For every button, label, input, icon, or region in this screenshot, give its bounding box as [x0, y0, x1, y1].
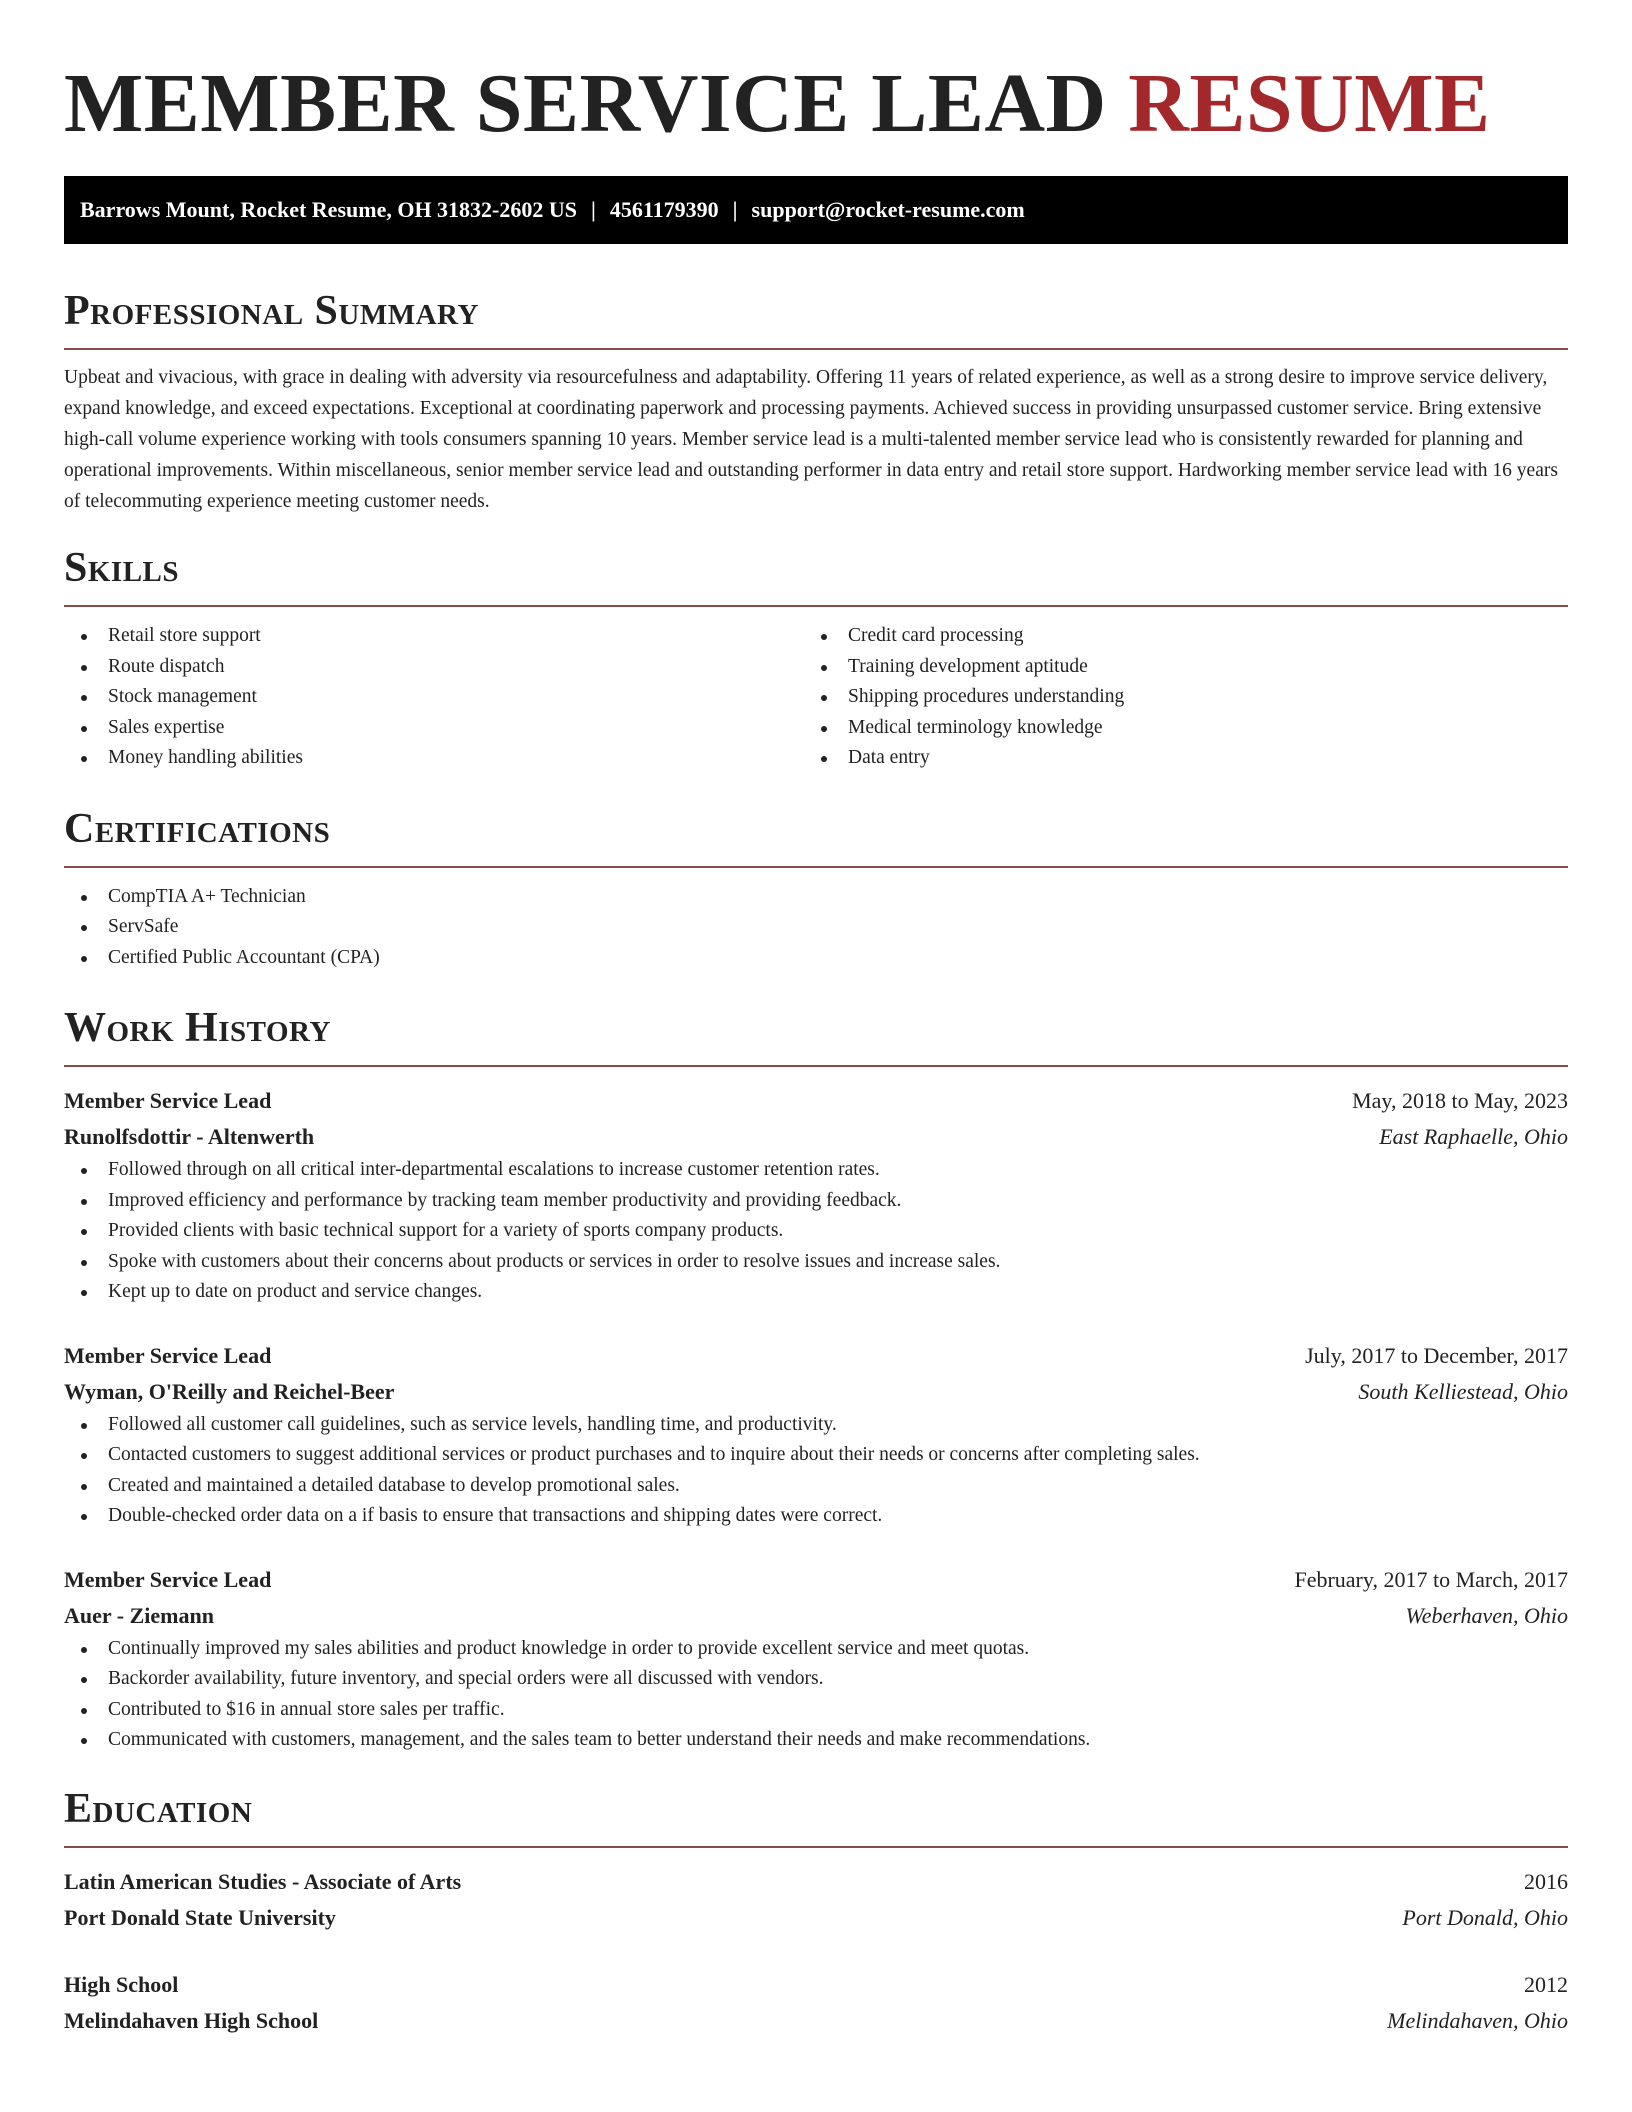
skill-item: Money handling abilities: [64, 743, 804, 774]
job-duties: [64, 1155, 1568, 1308]
title-main: MEMBER SERVICE LEAD: [64, 57, 1107, 150]
job-duty: Contacted customers to suggest additional services or product purchases and to inquire about their needs or concerns after completing sales.: [64, 1440, 1568, 1471]
job-title: Member Service Lead: [64, 1566, 272, 1592]
skill-item: Sales expertise: [64, 713, 804, 744]
section-divider: [64, 866, 1568, 868]
education-entry: [64, 1864, 1568, 1936]
job-duty: Provided clients with basic technical support for a variety of sports company products.: [64, 1216, 1568, 1247]
section-divider: [64, 605, 1568, 607]
job-duty: Contributed to $16 in annual store sales per traffic.: [64, 1695, 1568, 1726]
resume-title: [64, 0, 1568, 152]
job-title: Member Service Lead: [64, 1088, 272, 1113]
summary-text: Upbeat and vivacious, with grace in dealing with adversity via resourcefulness and adaptability. Offering 11 years of related experience, as well as a strong desire to improve service delivery, expand knowledge, and exceed expectations. Exceptional at coordinating paperwork and processing payments. Achieved success in providing unsurpassed customer service. Bring extensive high-call volume experience working with tools consumers spanning 10 years. Member service lead is a multi-talented member service lead who is consistently rewarded for planning and operational improvements. Within miscellaneous, senior member service lead and outstanding performer in data entry and retail store support. Hardworking member service lead with 16 years of telecommuting experience meeting customer needs.: [64, 367, 1558, 512]
job-duty: Improved efficiency and performance by tracking team member productivity and providing feedback.: [64, 1186, 1568, 1217]
job-subheader: [64, 1598, 1568, 1634]
skill-item: Medical terminology knowledge: [804, 713, 1544, 744]
job-duty: Spoke with customers about their concerns about products or services in order to resolve issues and increase sales.: [64, 1247, 1568, 1278]
job-company: Auer - Ziemann: [64, 1602, 214, 1628]
skills-grid: [64, 621, 1568, 774]
skill-item: Shipping procedures understanding: [804, 682, 1544, 713]
job-duties: [64, 1634, 1568, 1756]
certification-item: ServSafe: [64, 912, 1568, 943]
title-accent: RESUME: [1128, 57, 1491, 150]
education-year: 2016: [1524, 1868, 1568, 1894]
education-school: Melindahaven High School: [64, 2007, 319, 2033]
job-duty: Continually improved my sales abilities and product knowledge in order to provide excellent service and meet quotas.: [64, 1634, 1568, 1665]
contact-bar: [64, 176, 1568, 244]
job-dates: May, 2018 to May, 2023: [1352, 1088, 1568, 1113]
education-year: 2012: [1524, 1971, 1568, 1997]
education-school: Port Donald State University: [64, 1904, 336, 1930]
job-subheader: [64, 1374, 1568, 1410]
education-header: [64, 1864, 1568, 1900]
education-subheader: [64, 2003, 1568, 2039]
skill-item: Training development aptitude: [804, 652, 1544, 683]
certification-item: CompTIA A+ Technician: [64, 882, 1568, 913]
education-location: Port Donald, Ohio: [1402, 1904, 1568, 1930]
contact-email: support@rocket-resume.com: [751, 197, 1025, 222]
contact-phone: 4561179390: [609, 197, 719, 222]
skill-item: Retail store support: [64, 621, 804, 652]
section-divider: [64, 348, 1568, 350]
education-location: Melindahaven, Ohio: [1387, 2007, 1568, 2033]
job-entry: [64, 1338, 1568, 1532]
skills-list-right: [804, 621, 1544, 774]
section-divider: [64, 1846, 1568, 1848]
education-header: [64, 1967, 1568, 2003]
skill-item: Stock management: [64, 682, 804, 713]
job-location: Weberhaven, Ohio: [1405, 1602, 1568, 1628]
job-duty: Backorder availability, future inventory, and special orders were all discussed with vendors.: [64, 1664, 1568, 1695]
job-dates: February, 2017 to March, 2017: [1294, 1566, 1568, 1592]
job-duties: [64, 1410, 1568, 1532]
job-subheader: [64, 1119, 1568, 1155]
job-location: South Kelliestead, Ohio: [1358, 1378, 1568, 1404]
education-subheader: [64, 1900, 1568, 1936]
certifications-list: [64, 882, 1568, 974]
section-divider: [64, 1065, 1568, 1067]
job-header: [64, 1338, 1568, 1374]
job-company: Runolfsdottir - Altenwerth: [64, 1124, 315, 1149]
education-entry: [64, 1967, 1568, 2039]
skills-heading: Skills: [64, 545, 180, 591]
job-location: East Raphaelle, Ohio: [1379, 1124, 1568, 1149]
job-duty: Double-checked order data on a if basis to ensure that transactions and shipping dates were correct.: [64, 1501, 1568, 1532]
education-section: [64, 1784, 1568, 2039]
job-duty: Communicated with customers, management, and the sales team to better understand their needs and make recommendations.: [64, 1725, 1568, 1756]
job-dates: July, 2017 to December, 2017: [1305, 1342, 1568, 1368]
job-duty: Kept up to date on product and service changes.: [64, 1277, 1568, 1308]
education-degree: High School: [64, 1971, 179, 1997]
skill-item: Data entry: [804, 743, 1544, 774]
summary-section: [64, 286, 1568, 517]
job-duty: Created and maintained a detailed database to develop promotional sales.: [64, 1471, 1568, 1502]
education-degree: Latin American Studies - Associate of Arts: [64, 1868, 462, 1894]
job-entry: [64, 1562, 1568, 1756]
job-header: [64, 1083, 1568, 1119]
certification-item: Certified Public Accountant (CPA): [64, 943, 1568, 974]
job-duty: Followed all customer call guidelines, such as service levels, handling time, and productivity.: [64, 1410, 1568, 1441]
contact-separator: |: [732, 197, 738, 222]
job-company: Wyman, O'Reilly and Reichel-Beer: [64, 1378, 395, 1404]
education-heading: Education: [64, 1785, 253, 1832]
skills-list-left: [64, 621, 804, 774]
job-duty: Followed through on all critical inter-departmental escalations to increase customer retention rates.: [64, 1155, 1568, 1186]
work-history-section: [64, 1003, 1568, 1756]
skill-item: Route dispatch: [64, 652, 804, 683]
contact-separator: |: [591, 197, 596, 222]
job-header: [64, 1562, 1568, 1598]
skills-section: [64, 543, 1568, 774]
work-history-heading: Work History: [64, 1005, 331, 1051]
summary-heading: Professional Summary: [64, 288, 479, 334]
job-entry: [64, 1083, 1568, 1308]
job-title: Member Service Lead: [64, 1342, 272, 1368]
certifications-section: [64, 804, 1568, 974]
contact-address: Barrows Mount, Rocket Resume, OH 31832-2602 US: [80, 197, 578, 222]
certifications-heading: Certifications: [64, 805, 331, 852]
skill-item: Credit card processing: [804, 621, 1544, 652]
